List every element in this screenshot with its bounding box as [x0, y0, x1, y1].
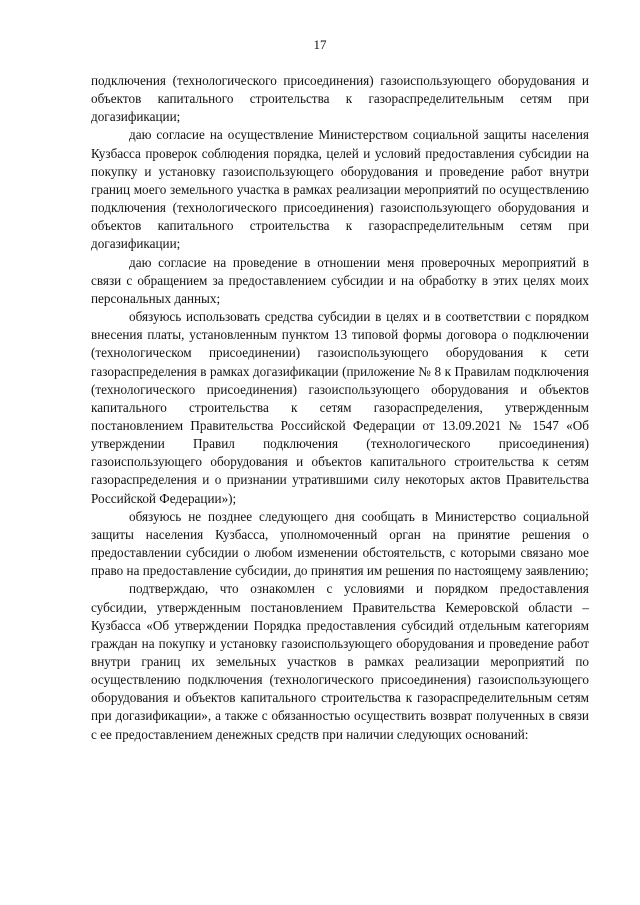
paragraph-confirmation-acquainted: подтверждаю, что ознакомлен с условиями и порядком предоставления субсидии, утвержденным постановлением Правительства Кемеровской области – Кузбасса «Об утверждении Порядка предоставления субсидий отдельным категориям граждан на покупку и установку газоиспользующего оборудования и проведение работ внутри границ их земельных участков в рамках реализации мероприятий по осуществлению подключения (технологического присоединения) газоиспользующего оборудования и объектов капитального строительства к газораспределительным сетям при догазификации», а также с обязанностью осуществить возврат полученных в связи с ее предоставлением денежных средств при наличии следующих оснований: [91, 581, 589, 742]
paragraph-consent-verification: даю согласие на проведение в отношении меня проверочных мероприятий в связи с обращением за предоставлением субсидии и на обработку в этих целях моих персональных данных; [91, 254, 589, 306]
paragraph-obligation-notify: обязуюсь не позднее следующего дня сообщать в Министерство социальной защиты населения Кузбасса, уполномоченный орган на принятие решения о предоставлении субсидии о любом изменении обстоятельств, с которыми связано мое право на предоставление субсидии, до принятия им решения по настоящему заявлению; [91, 508, 589, 579]
paragraph-connection-continuation: подключения (технологического присоединения) газоиспользующего оборудования и объектов капитального строительства к газораспределительным сетям при догазификации; [91, 73, 589, 125]
page-number: 17 [313, 37, 327, 52]
paragraph-obligation-use-funds: обязуюсь использовать средства субсидии в целях и в соответствии с порядком внесения платы, установленным пунктом 13 типовой формы договора о подключении (технологическом присоединении) газоиспользующего оборудования к сети газораспределения в рамках догазификации (приложение № 8 к Правилам подключения (технологического присоединения) газоиспользующего оборудования и объектов капитального строительства к сетям газораспределения, утвержденным постановлением Правительства Российской Федерации от 13.09.2021 № 1547 «Об утверждении Правил подключения (технологического присоединения) газоиспользующего оборудования и объектов капитального строительства к сетям газораспределения и о признании утратившими силу некоторых актов Правительства Российской Федерации»); [91, 309, 589, 506]
document-body [91, 72, 589, 744]
paragraph-consent-inspections: даю согласие на осуществление Министерством социальной защиты населения Кузбасса проверок соблюдения порядка, целей и условий предоставления субсидии на покупку и установку газоиспользующего оборудования и проведение работ внутри границ моего земельного участка в рамках реализации мероприятий по осуществлению подключения (технологического присоединения) газоиспользующего оборудования и объектов капитального строительства к газораспределительным сетям при догазификации; [91, 127, 589, 252]
